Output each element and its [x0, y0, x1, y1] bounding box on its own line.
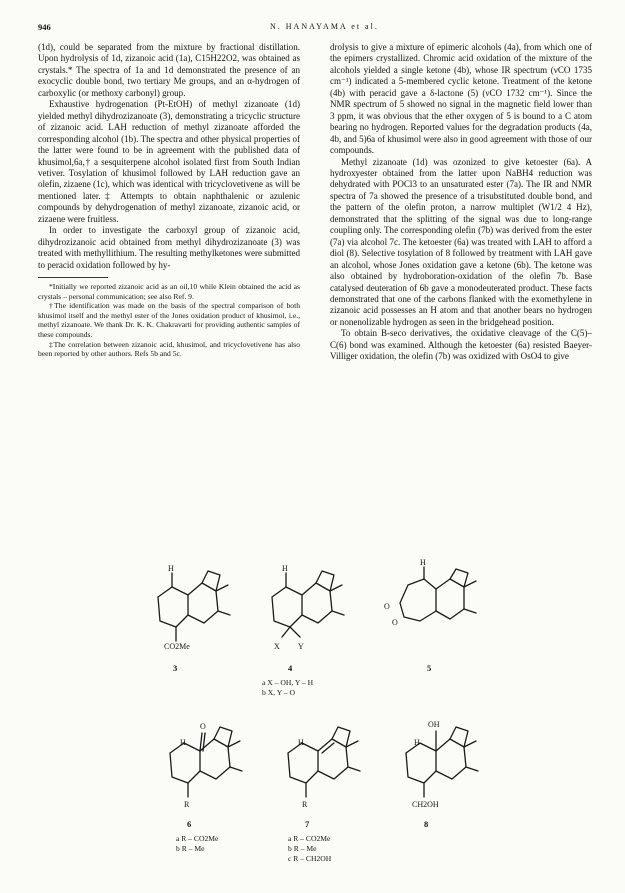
footnote: *Initially we reported zizanoic acid as an oil,10 while Klein obtained the acid as crystals – personal communication; see also Ref. 9.: [38, 282, 300, 301]
paragraph: drolysis to give a mixture of epimeric alcohols (4a), from which one of the epimers crystallized. Chromic acid oxidation of the mixture of the alcohols yielded a single ketone (4b), whose IR spectrum (νCO 1735 cm⁻¹) indicated a 5-membered cyclic ketone. Treatment of the ketone (4b) with peracid gave a δ-lactone (5) (νCO 1732 cm⁻¹). Since the NMR spectrum of 5 showed no signal in the magnetic field lower than 3 ppm, it was obvious that the ether oxygen of 5 is bound to a C atom bearing no hydrogen. Reported values for the degradation products (4a, 4b, and 5)6a of khusimol were also in good agreement with those of our compounds.: [330, 42, 592, 156]
atom-label-h: H: [282, 564, 288, 573]
structure-caption: a R – CO2Me: [288, 834, 331, 843]
structure-caption: c R – CH2OH: [288, 854, 332, 863]
footnote: †The identification was made on the basis of the spectral comparison of both khusimol itself and the methyl ester of the Jones oxidation product of khusimol, i.e., methyl zizanoate. We thank Dr. K. K. Chakravarti for providing authentic samples of these compounds.: [38, 301, 300, 340]
compound-number: 6: [187, 819, 192, 829]
atom-label-h: H: [180, 738, 186, 747]
substituent-x: X: [274, 642, 280, 651]
substituent-r: R: [302, 800, 308, 809]
compound-number: 7: [305, 819, 310, 829]
structure-5: [400, 567, 476, 621]
paragraph: Methyl zizanoate (1d) was ozonized to give ketoester (6a). A hydroxyester obtained from the latter upon NaBH4 reduction was dehydrated with POCl3 to an unsaturated ester (7a). The IR and NMR spectra of 7a showed the presence of a trisubstituted double bond, and the pattern of the olefin proton, a narrow multiplet (W1/2 4 Hz), demonstrated that the splitting of the signal was due to long-range coupling only. The corresponding olefin (7b) was derived from the ester (7a) via alcohol 7c. The ketoester (6a) was treated with LAH to afford a diol (8). Selective tosylation of 8 followed by treatment with LAH gave an alcohol, whose Jones oxidation gave a ketone (6b). The ketone was also obtained by hydroboration-oxidation of the olefin 7b. Base catalysed deuteration of 6b gave a monodeuterated product. These facts demonstrated that one of the carbons flanked with the exomethylene in zizanoic acid possesses an H atom and that another bears no hydrogen or nonenolizable hydrogen as seen in the bridgehead position.: [330, 156, 592, 327]
structure-caption: a R – CO2Me: [176, 834, 219, 843]
structure-caption: b R – Me: [176, 844, 205, 853]
atom-label-h: H: [420, 558, 426, 567]
running-head-authors: N. HANAYAMA et al.: [270, 22, 379, 31]
paragraph: Exhaustive hydrogenation (Pt-EtOH) of methyl zizanoate (1d) yielded methyl dihydrozizanoate (3), demonstrating a tricyclic structure of zizanoic acid. LAH reduction of methyl zizanoate afforded the corresponding alcohol (1b). The spectra and other physical properties of the latter were found to be in agreement with the published data of khusimol,6a,† a sesquiterpene alcohol isolated first from South Indian vetiver. Tosylation of khusimol followed by LAH reduction gave an olefin, zizaene (1c), which was identical with tricyclovetivene as will be mentioned later.‡ Attempts to obtain naphthalenic or azulenic compounds by dehydrogenation of methyl zizanoate, zizanoic acid, or zizaene were fruitless.: [38, 99, 300, 224]
structure-4: [272, 571, 344, 637]
substituent-oh: OH: [428, 720, 440, 729]
paragraph: (1d), could be separated from the mixture by fractional distillation. Upon hydrolysis of 1d, zizanoic acid (1a), C15H22O2, was obtained as crystals.* The spectra of 1a and 1d demonstrated the presence of an exocyclic double bond, two tertiary Me groups, and an α-hydrogen of carboxylic (or methoxy carbonyl) group.: [38, 42, 300, 98]
compound-number: 4: [288, 663, 293, 673]
structure-caption: b X, Y – O: [262, 688, 295, 697]
substituent-label: CO2Me: [164, 642, 190, 651]
substituent-y: Y: [298, 642, 304, 651]
compound-number: 3: [173, 663, 178, 673]
footnote-rule: [38, 277, 108, 278]
page-number: 946: [38, 22, 51, 32]
compound-number: 8: [424, 819, 429, 829]
substituent-r: R: [184, 800, 190, 809]
atom-label-h: H: [298, 738, 304, 747]
structure-caption: b R – Me: [288, 844, 317, 853]
substituent-ch2oh: CH2OH: [412, 800, 439, 809]
left-column: [38, 42, 300, 359]
footnote: ‡The correlation between zizanoic acid, khusimol, and tricyclovetivene has also been reported by other authors. Refs 5b and 5c.: [38, 339, 300, 359]
compound-number: 5: [427, 663, 432, 673]
atom-label-o: O: [392, 618, 398, 627]
atom-label-o: O: [384, 602, 390, 611]
paragraph: To obtain B-seco derivatives, the oxidative cleavage of the C(5)–C(6) bond was examined. Although the ketoester (6a) resisted Baeyer-Villiger oxidation, the olefin (7b) was oxidized with OsO4 to give: [330, 328, 592, 362]
chemical-structures-figure: [0, 545, 625, 890]
atom-label-h: H: [414, 738, 420, 747]
right-column: [330, 42, 592, 363]
paragraph: In order to investigate the carboxyl group of zizanoic acid, dihydrozizanoic acid obtained from methyl dihydrozizanoate (3) was treated with methyllithium. The resulting methylketones were submitted to peracid oxidation followed by hy-: [38, 225, 300, 270]
structure-3: [158, 571, 230, 641]
atom-label-o: O: [200, 722, 206, 731]
running-header: [0, 22, 625, 36]
atom-label-h: H: [168, 564, 174, 573]
structure-caption: a X – OH, Y – H: [262, 678, 314, 687]
